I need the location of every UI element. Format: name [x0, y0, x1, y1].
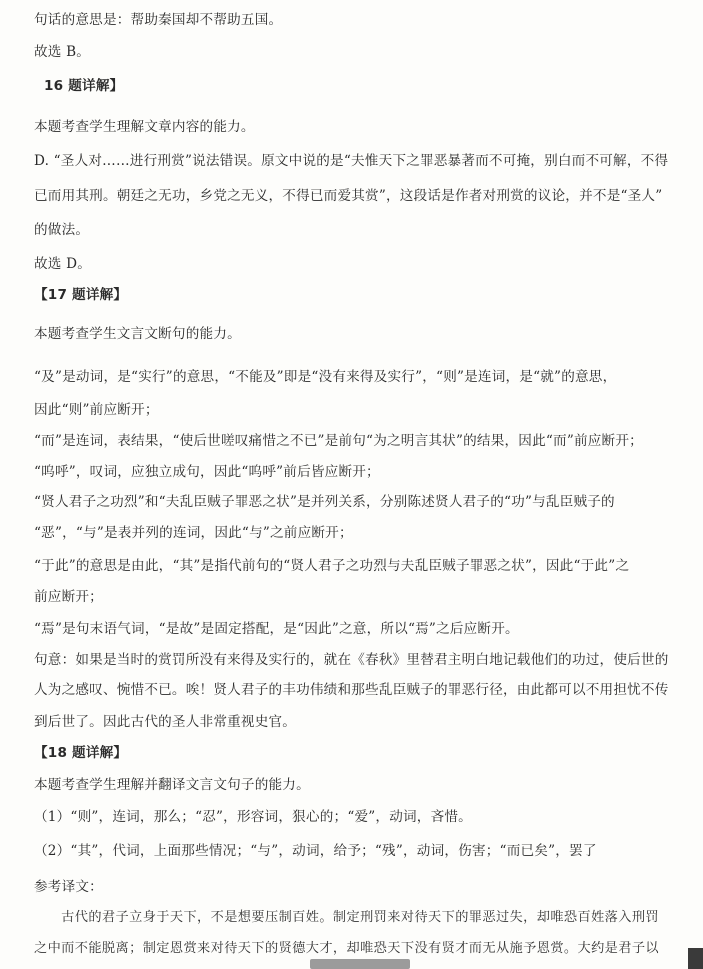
text-line: 故选 B。	[34, 44, 91, 60]
section-heading: 16 题详解】	[44, 78, 124, 94]
text-line: 人为之感叹、惋惜不已。唉！贤人君子的丰功伟绩和那些乱臣贼子的罪恶行径，由此都可以不用担忧不传	[34, 682, 669, 698]
text-line: 已而用其刑。朝廷之无功，乡党之无义，不得已而爱其赏”，这段话是作者对刑赏的议论，并不是“圣人”	[34, 188, 663, 204]
text-line: （2）“其”，代词，上面那些情况；“与”，动词，给予；“残”，动词，伤害；“而已矣”，罢了	[34, 843, 597, 859]
text-line: 参考译文：	[34, 879, 103, 895]
text-line: 的做法。	[34, 222, 90, 238]
text-line: “恶”，“与”是表并列的连词，因此“与”之前应断开；	[34, 525, 353, 541]
text-line: “而”是连词，表结果，“使后世嗟叹痛惜之不已”是前句“为之明言其状”的结果，因此“而”前应断开；	[34, 433, 643, 449]
text-line: 因此“则”前应断开；	[34, 402, 159, 418]
text-line: D. “圣人对……进行刑赏”说法错误。原文中说的是“夫惟天下之罪恶暴著而不可掩，别白而不可解，不得	[34, 153, 669, 169]
scroll-corner-block	[688, 948, 703, 969]
text-line: 本题考查学生理解并翻译文言文句子的能力。	[34, 777, 310, 793]
translation-line: 古代的君子立身于天下，不是想要压制百姓。制定刑罚来对待天下的罪恶过失，却唯恐百姓落入刑罚	[34, 910, 660, 925]
text-line: 故选 D。	[34, 256, 92, 272]
horizontal-scrollbar-thumb[interactable]	[310, 959, 410, 969]
text-line: 前应断开；	[34, 589, 103, 605]
text-line: 句意：如果是当时的赏罚所没有来得及实行的，就在《春秋》里替君主明白地记载他们的功过，使后世的	[34, 652, 669, 668]
section-heading: 【18 题详解】	[34, 745, 128, 761]
text-line: “于此”的意思是由此，“其”是指代前句的“贤人君子之功烈与夫乱臣贼子罪恶之状”，因此“于此”之	[34, 558, 630, 574]
text-line: “呜呼”，叹词，应独立成句，因此“呜呼”前后皆应断开；	[34, 464, 380, 480]
section-heading: 【17 题详解】	[34, 287, 128, 303]
text-line: “焉”是句末语气词，“是故”是固定搭配，是“因此”之意，所以“焉”之后应断开。	[34, 621, 519, 637]
text-line: 本题考查学生文言文断句的能力。	[34, 326, 241, 342]
text-line: “贤人君子之功烈”和“夫乱臣贼子罪恶之状”是并列关系，分别陈述贤人君子的“功”与乱臣贼子的	[34, 494, 615, 510]
text-line: 本题考查学生理解文章内容的能力。	[34, 119, 255, 135]
text-line: “及”是动词，是“实行”的意思，“不能及”即是“没有来得及实行”，“则”是连词，是“就”的意思，	[34, 369, 617, 385]
translation-line: 之中而不能脱离；制定恩赏来对待天下的贤德大才，却唯恐天下没有贤才而无从施予恩赏。大约是君子以	[34, 941, 660, 956]
text-line: 到后世了。因此古代的圣人非常重视史官。	[34, 714, 297, 730]
text-line: 句话的意思是：帮助秦国却不帮助五国。	[34, 12, 283, 28]
text-line: （1）“则”，连词，那么；“忍”，形容词，狠心的；“爱”，动词，吝惜。	[34, 809, 472, 825]
